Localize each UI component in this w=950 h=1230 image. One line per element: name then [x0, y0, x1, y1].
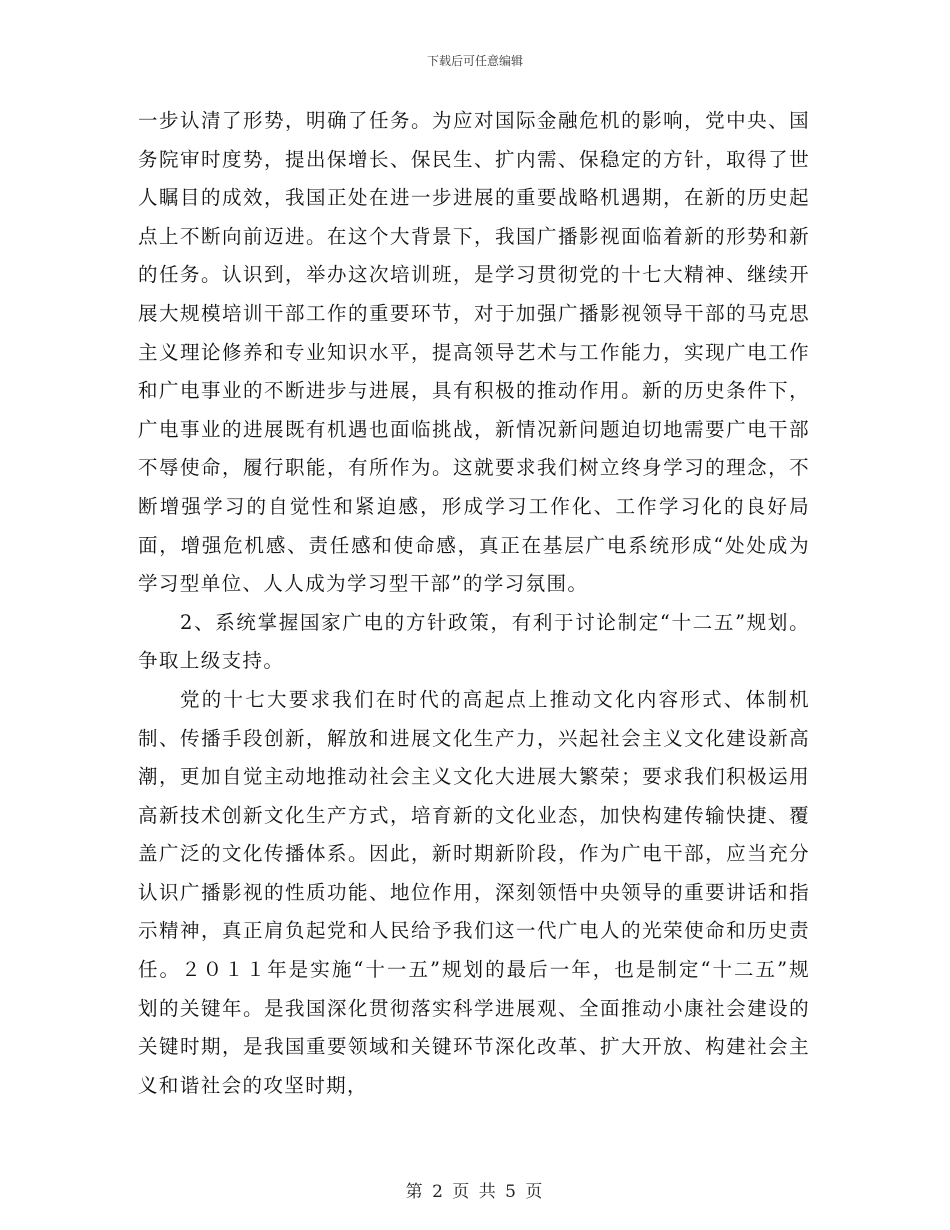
- page-number: 第 2 页 共 5 页: [405, 1182, 545, 1202]
- body-paragraph-2: 2、系统掌握国家广电的方针政策，有利于讨论制定“十二五”规划。争取上级支持。: [138, 610, 810, 673]
- body-paragraph-1: 一步认清了形势，明确了任务。为应对国际金融危机的影响，党中央、国务院审时度势，提出保增长、保民生、扩内需、保稳定的方针，取得了世人瞩目的成效，我国正处在进一步进展的重要战略机遇期，在新的历史起点上不断向前迈进。在这个大背景下，我国广播影视面临着新的形势和新的任务。认识到，举办这次培训班，是学习贯彻党的十七大精神、继续开展大规模培训干部工作的重要环节，对于加强广播影视领导干部的马克思主义理论修养和专业知识水平，提高领导艺术与工作能力，实现广电工作和广电事业的不断进步与进展，具有积极的推动作用。新的历史条件下，广电事业的进展既有机遇也面临挑战，新情况新问题迫切地需要广电干部不辱使命，履行职能，有所作为。这就要求我们树立终身学习的理念，不断增强学习的自觉性和紧迫感，形成学习工作化、工作学习化的良好局面，增强危机感、责任感和使命感，真正在基层广电系统形成“处处成为学习型单位、人人成为学习型干部”的学习氛围。: [138, 109, 810, 596]
- page-header-note: 下载后可任意编辑: [426, 54, 523, 68]
- document-body: [138, 102, 810, 1105]
- body-paragraph-3: 党的十七大要求我们在时代的高起点上推动文化内容形式、体制机制、传播手段创新，解放和进展文化生产力，兴起社会主义文化建设新高潮，更加自觉主动地推动社会主义文化大进展大繁荣；要求我们积极运用高新技术创新文化生产方式，培育新的文化业态，加快构建传输快捷、覆盖广泛的文化传播体系。因此，新时期新阶段，作为广电干部，应当充分认识广播影视的性质功能、地位作用，深刻领悟中央领导的重要讲话和指示精神，真正肩负起党和人民给予我们这一代广电人的光荣使命和历史责任。２０１１年是实施“十一五”规划的最后一年，也是制定“十二五”规划的关键年。是我国深化贯彻落实科学进展观、全面推动小康社会建设的关键时期，是我国重要领域和关键环节深化改革、扩大开放、构建社会主义和谐社会的攻坚时期，: [138, 687, 810, 1097]
